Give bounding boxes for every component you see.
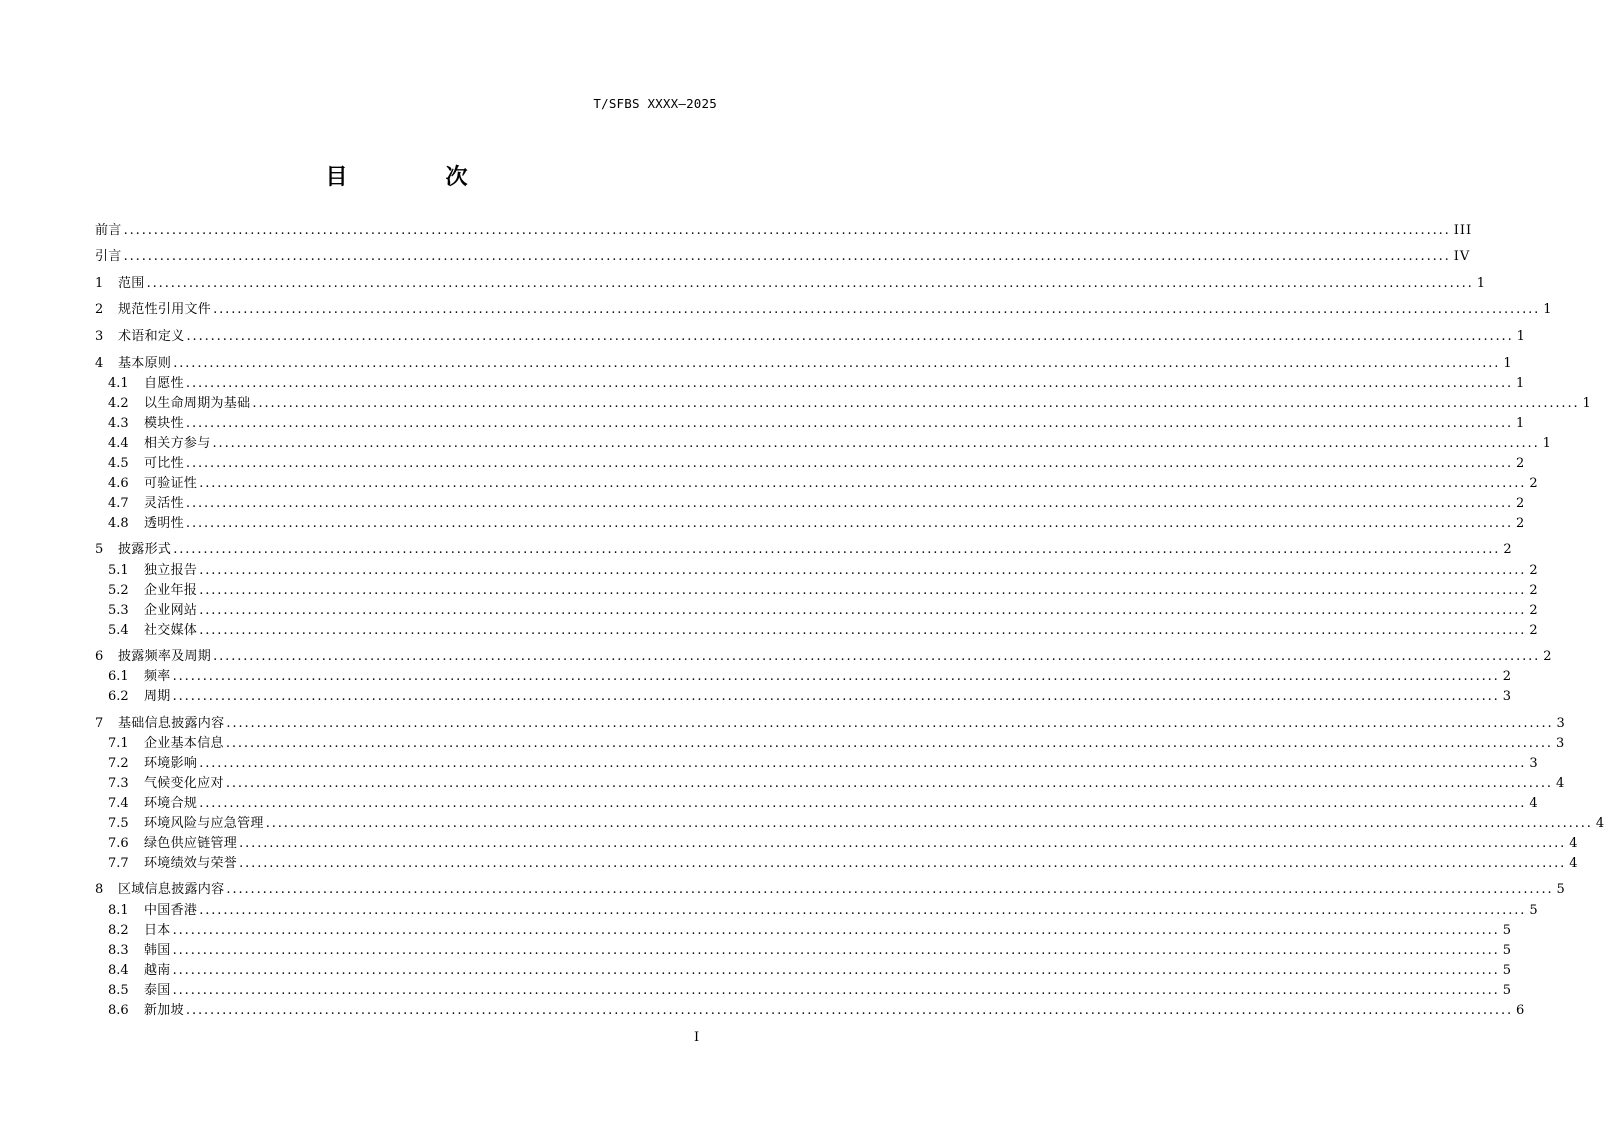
toc-entry-label: 企业年报 <box>144 583 198 598</box>
toc-entry-page: 5 <box>1529 903 1539 918</box>
toc-entry-page: 2 <box>1516 516 1526 531</box>
dot-leader: ............................................................................................................................................................................................................................ <box>185 1003 1514 1018</box>
toc-entry-number: 4.2 <box>108 396 129 411</box>
toc-entry-page: 2 <box>1516 456 1526 471</box>
toc-entry-label: 环境影响 <box>144 756 198 771</box>
dot-leader: ............................................................................................................................................................................................................................ <box>172 923 1500 938</box>
toc-entry-label: 中国香港 <box>144 903 198 918</box>
toc-entry-number: 5.2 <box>108 583 129 598</box>
dot-leader: ............................................................................................................................................................................................................................ <box>199 603 1527 618</box>
toc-entry-number: 5.4 <box>108 623 129 638</box>
dot-leader: ............................................................................................................................................................................................................................ <box>252 396 1580 411</box>
toc-entry-number: 4.8 <box>108 516 129 531</box>
toc-entry[interactable] <box>108 582 1539 600</box>
toc-entry-page: 1 <box>1543 302 1553 317</box>
toc-entry-label: 独立报告 <box>144 563 198 578</box>
toc-entry-number: 5.1 <box>108 563 129 578</box>
toc-entry-page: 1 <box>1516 329 1526 344</box>
toc-entry-page: 4 <box>1595 816 1605 831</box>
toc-entry-label: 泰国 <box>144 983 171 998</box>
toc-entry[interactable] <box>95 648 1553 666</box>
toc-entry[interactable] <box>108 688 1513 706</box>
toc-entry-label: 绿色供应链管理 <box>144 836 238 851</box>
toc-entry-page: III <box>1453 223 1473 238</box>
toc-entry[interactable] <box>108 775 1566 793</box>
toc-entry-page: 2 <box>1529 476 1539 491</box>
toc-entry-label: 环境风险与应急管理 <box>144 816 264 831</box>
toc-entry[interactable] <box>108 1002 1526 1020</box>
toc-entry-page: 4 <box>1555 776 1566 791</box>
toc-entry[interactable] <box>108 922 1513 940</box>
toc-entry-page: 2 <box>1529 583 1539 598</box>
dot-leader: ............................................................................................................................................................................................................................ <box>226 716 1554 731</box>
toc-entry-label: 基本原则 <box>118 356 172 371</box>
toc-entry-label: 相关方参与 <box>144 436 211 451</box>
dot-leader: ............................................................................................................................................................................................................................ <box>212 436 1540 451</box>
toc-entry-number: 4.7 <box>108 496 129 511</box>
dot-leader: ............................................................................................................................................................................................................................ <box>199 903 1527 918</box>
dot-leader: ............................................................................................................................................................................................................................ <box>199 563 1527 578</box>
toc-entry-number: 8.3 <box>108 943 129 958</box>
toc-entry-page: 2 <box>1503 542 1513 557</box>
toc-entry-label: 日本 <box>144 923 171 938</box>
toc-entry-page: IV <box>1453 249 1471 264</box>
toc-entry[interactable] <box>108 982 1513 1000</box>
dot-leader: ............................................................................................................................................................................................................................ <box>225 776 1553 791</box>
toc-entry[interactable] <box>108 515 1526 533</box>
toc-entry[interactable] <box>108 795 1539 813</box>
toc-entry[interactable] <box>95 248 1471 266</box>
toc-entry[interactable] <box>108 395 1592 413</box>
dot-leader: ............................................................................................................................................................................................................................ <box>186 329 1514 344</box>
toc-entry[interactable] <box>108 375 1526 393</box>
toc-entry-label: 自愿性 <box>144 376 184 391</box>
toc-entry-page: 2 <box>1516 496 1526 511</box>
toc-entry-number: 7.1 <box>108 736 129 751</box>
dot-leader: ............................................................................................................................................................................................................................ <box>172 943 1500 958</box>
toc-entry-number: 4 <box>95 356 104 371</box>
toc-entry[interactable] <box>108 835 1579 853</box>
toc-entry[interactable] <box>108 622 1539 640</box>
dot-leader: ............................................................................................................................................................................................................................ <box>123 223 1451 238</box>
dot-leader: ............................................................................................................................................................................................................................ <box>146 276 1474 291</box>
toc-entry[interactable] <box>108 855 1579 873</box>
dot-leader: ............................................................................................................................................................................................................................ <box>225 736 1553 751</box>
toc-entry-page: 3 <box>1555 736 1566 751</box>
toc-entry-page: 5 <box>1502 943 1513 958</box>
toc-entry-number: 2 <box>95 302 104 317</box>
toc-entry-page: 4 <box>1529 796 1539 811</box>
toc-entry-label: 气候变化应对 <box>144 776 224 791</box>
toc-entry-number: 7.5 <box>108 816 129 831</box>
dot-leader: ............................................................................................................................................................................................................................ <box>172 983 1500 998</box>
dot-leader: ............................................................................................................................................................................................................................ <box>172 689 1500 704</box>
dot-leader: ............................................................................................................................................................................................................................ <box>123 249 1451 264</box>
dot-leader: ............................................................................................................................................................................................................................ <box>185 456 1514 471</box>
dot-leader: ............................................................................................................................................................................................................................ <box>226 882 1554 897</box>
toc-entry-label: 越南 <box>144 963 171 978</box>
toc-entry[interactable] <box>108 415 1526 433</box>
toc-entry[interactable] <box>108 455 1526 473</box>
dot-leader: ............................................................................................................................................................................................................................ <box>172 963 1500 978</box>
toc-entry[interactable] <box>108 735 1566 753</box>
toc-entry-label: 企业网站 <box>144 603 198 618</box>
toc-entry-page: 3 <box>1529 756 1539 771</box>
toc-entry-label: 引言 <box>95 249 122 264</box>
toc-entry-number: 7.6 <box>108 836 129 851</box>
toc-entry-page: 3 <box>1502 689 1513 704</box>
toc-entry[interactable] <box>95 881 1566 899</box>
toc-entry-number: 7.7 <box>108 856 129 871</box>
dot-leader: ............................................................................................................................................................................................................................ <box>265 816 1593 831</box>
dot-leader: ............................................................................................................................................................................................................................ <box>213 649 1541 664</box>
dot-leader: ............................................................................................................................................................................................................................ <box>172 669 1500 684</box>
toc-entry[interactable] <box>108 815 1605 833</box>
toc-entry[interactable] <box>108 942 1513 960</box>
page-numeral: I <box>694 1030 700 1045</box>
toc-entry-number: 8 <box>95 882 104 897</box>
toc-entry-number: 6 <box>95 649 104 664</box>
dot-leader: ............................................................................................................................................................................................................................ <box>199 756 1527 771</box>
dot-leader: ............................................................................................................................................................................................................................ <box>199 583 1527 598</box>
dot-leader: ............................................................................................................................................................................................................................ <box>173 356 1501 371</box>
toc-entry-number: 1 <box>95 276 104 291</box>
toc-entry[interactable] <box>95 715 1566 733</box>
toc-entry-label: 透明性 <box>144 516 184 531</box>
toc-entry-number: 7.2 <box>108 756 129 771</box>
toc-entry-page: 5 <box>1556 882 1566 897</box>
toc-entry-page: 5 <box>1502 983 1513 998</box>
toc-entry[interactable] <box>108 755 1539 773</box>
toc-entry-number: 7.4 <box>108 796 129 811</box>
toc-entry-number: 8.2 <box>108 923 129 938</box>
toc-entry[interactable] <box>108 475 1539 493</box>
toc-entry-number: 4.6 <box>108 476 129 491</box>
toc-entry[interactable] <box>108 902 1539 920</box>
toc-entry-label: 区域信息披露内容 <box>118 882 225 897</box>
dot-leader: ............................................................................................................................................................................................................................ <box>185 416 1514 431</box>
toc-entry-number: 6.1 <box>108 669 129 684</box>
dot-leader: ............................................................................................................................................................................................................................ <box>199 623 1527 638</box>
toc-entry-label: 频率 <box>144 669 171 684</box>
toc-entry-label: 可验证性 <box>144 476 198 491</box>
toc-entry-page: 5 <box>1502 963 1513 978</box>
toc-entry[interactable] <box>95 222 1473 240</box>
toc-entry[interactable] <box>108 562 1539 580</box>
toc-entry[interactable] <box>108 962 1513 980</box>
toc-entry-label: 企业基本信息 <box>144 736 224 751</box>
toc-entry-page: 4 <box>1569 836 1579 851</box>
toc-entry[interactable] <box>95 355 1513 373</box>
toc-entry-page: 6 <box>1516 1003 1526 1018</box>
toc-entry-number: 8.4 <box>108 963 129 978</box>
toc-entry-page: 2 <box>1502 669 1513 684</box>
toc-entry-label: 周期 <box>144 689 171 704</box>
toc-entry-number: 7.3 <box>108 776 129 791</box>
toc-entry-number: 5.3 <box>108 603 129 618</box>
toc-entry-number: 5 <box>95 542 104 557</box>
toc-entry-number: 6.2 <box>108 689 129 704</box>
toc-entry-label: 规范性引用文件 <box>118 302 212 317</box>
toc-entry-page: 1 <box>1582 396 1592 411</box>
toc-title: 目 次 <box>325 165 506 190</box>
toc-entry[interactable] <box>95 301 1553 319</box>
dot-leader: ............................................................................................................................................................................................................................ <box>239 836 1567 851</box>
toc-entry-label: 披露频率及周期 <box>118 649 212 664</box>
toc-entry-label: 基础信息披露内容 <box>118 716 225 731</box>
toc-entry-label: 韩国 <box>144 943 171 958</box>
toc-entry-page: 1 <box>1516 376 1526 391</box>
dot-leader: ............................................................................................................................................................................................................................ <box>213 302 1541 317</box>
toc-entry-page: 2 <box>1529 563 1539 578</box>
toc-entry-label: 术语和定义 <box>118 329 185 344</box>
toc-entry-label: 范围 <box>118 276 145 291</box>
toc-entry-page: 3 <box>1556 716 1566 731</box>
toc-entry-page: 1 <box>1503 356 1513 371</box>
toc-entry-number: 8.5 <box>108 983 129 998</box>
toc-entry[interactable] <box>108 495 1526 513</box>
toc-entry-label: 前言 <box>95 223 122 238</box>
toc-entry-number: 7 <box>95 716 104 731</box>
toc-entry-label: 环境合规 <box>144 796 198 811</box>
toc-entry[interactable] <box>95 328 1526 346</box>
dot-leader: ............................................................................................................................................................................................................................ <box>185 496 1514 511</box>
toc-entry-page: 5 <box>1502 923 1513 938</box>
toc-entry[interactable] <box>108 602 1539 620</box>
toc-entry-page: 1 <box>1476 276 1487 291</box>
toc-entry-label: 社交媒体 <box>144 623 198 638</box>
toc-entry-number: 4.3 <box>108 416 129 431</box>
toc-entry-page: 2 <box>1529 603 1539 618</box>
dot-leader: ............................................................................................................................................................................................................................ <box>239 856 1567 871</box>
toc-entry-page: 1 <box>1542 436 1552 451</box>
toc-entry-label: 灵活性 <box>144 496 184 511</box>
toc-entry-page: 2 <box>1543 649 1553 664</box>
toc-entry-label: 披露形式 <box>118 542 172 557</box>
toc-entry-number: 8.6 <box>108 1003 129 1018</box>
dot-leader: ............................................................................................................................................................................................................................ <box>185 376 1514 391</box>
toc-entry-label: 模块性 <box>144 416 184 431</box>
toc-entry-label: 可比性 <box>144 456 184 471</box>
toc-entry-label: 新加坡 <box>144 1003 184 1018</box>
toc-entry-number: 3 <box>95 329 104 344</box>
toc-entry-label: 以生命周期为基础 <box>144 396 251 411</box>
toc-entry[interactable] <box>95 541 1513 559</box>
toc-entry-number: 4.5 <box>108 456 129 471</box>
toc-entry[interactable] <box>95 275 1487 293</box>
toc-entry-label: 环境绩效与荣誉 <box>144 856 238 871</box>
toc-entry-page: 4 <box>1569 856 1579 871</box>
toc-entry-page: 1 <box>1516 416 1526 431</box>
toc-entry-number: 8.1 <box>108 903 129 918</box>
dot-leader: ............................................................................................................................................................................................................................ <box>199 796 1527 811</box>
toc-entry-page: 2 <box>1529 623 1539 638</box>
toc-entry[interactable] <box>108 435 1552 453</box>
standard-number: T/SFBS XXXX—2025 <box>593 96 717 111</box>
dot-leader: ............................................................................................................................................................................................................................ <box>173 542 1501 557</box>
toc-entry[interactable] <box>108 668 1513 686</box>
dot-leader: ............................................................................................................................................................................................................................ <box>199 476 1527 491</box>
toc-entry-number: 4.4 <box>108 436 129 451</box>
dot-leader: ............................................................................................................................................................................................................................ <box>185 516 1514 531</box>
toc-entry-number: 4.1 <box>108 376 129 391</box>
